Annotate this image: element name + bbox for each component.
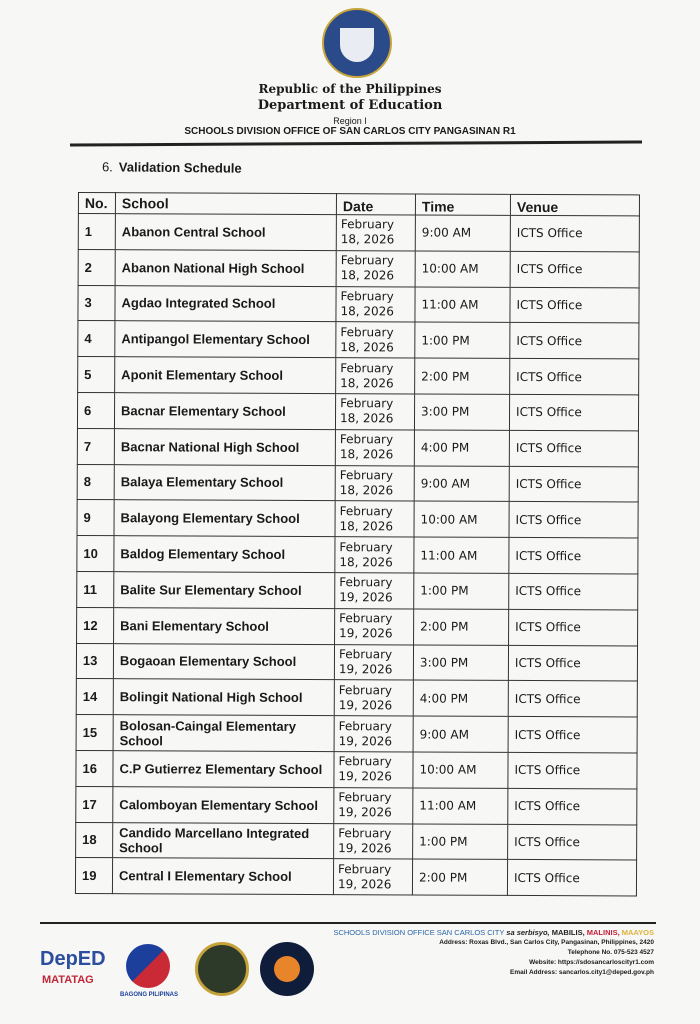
table-row [77,392,638,430]
cell-school: Antipangol Elementary School [115,321,336,358]
cell-time: 3:00 PM [414,394,509,430]
footer-logos [40,940,300,1008]
cell-school: C.P Gutierrez Elementary School [113,751,334,788]
cell-date: February 19, 2026 [335,573,414,609]
cell-time: 1:00 PM [414,573,509,609]
cell-school: Bacnar National High School [114,428,335,465]
bagong-pilipinas-text: BAGONG PILIPINAS [119,992,178,998]
cell-time: 10:00 AM [414,501,509,537]
cell-venue: ICTS Office [509,502,638,538]
cell-time: 9:00 AM [413,716,508,752]
cell-venue: ICTS Office [508,645,637,681]
deped-logo-text: DepED [40,948,106,970]
cell-school: Bacnar Elementary School [114,393,335,430]
cell-time: 2:00 PM [412,859,507,895]
cell-school: Balaya Elementary School [114,464,335,501]
section-title [102,159,242,175]
cell-date: February 18, 2026 [336,215,415,251]
table-row [76,643,637,681]
cell-date: February 18, 2026 [336,250,415,286]
col-header-school: School [115,193,336,215]
cell-time: 10:00 AM [415,251,510,287]
header-department: Department of Education [257,98,443,113]
cell-time: 3:00 PM [413,645,508,681]
cell-date: February 19, 2026 [334,680,413,716]
table-row [77,536,638,574]
col-header-venue: Venue [510,194,639,216]
table-row [76,822,637,860]
cell-no: 10 [77,536,114,572]
cell-venue: ICTS Office [509,538,638,574]
cell-date: February 18, 2026 [336,322,415,358]
table-row [78,285,639,323]
cell-venue: ICTS Office [508,824,637,860]
matatag-seal-logo [260,940,316,996]
table-row [77,428,638,466]
cell-school: Baldog Elementary School [114,536,335,573]
table-row [77,500,638,538]
cell-date: February 18, 2026 [335,537,414,573]
table-row [78,357,639,395]
tag-maayos: MAAYOS [621,928,654,937]
tag-mabilis: MABILIS, [551,928,585,937]
cell-no: 16 [76,750,113,786]
col-header-date: Date [336,194,415,215]
cell-school: Abanon National High School [115,249,336,286]
footer-divider [40,922,656,924]
cell-no: 12 [77,607,114,643]
cell-date: February 18, 2026 [335,465,414,501]
cell-venue: ICTS Office [510,251,639,287]
cell-no: 1 [78,214,115,250]
cell-date: February 19, 2026 [334,823,413,859]
deped-matatag-logo [40,940,106,996]
cell-school: Balayong Elementary School [114,500,335,537]
cell-school: Bolingit National High School [113,679,334,716]
cell-time: 1:00 PM [415,322,510,358]
cell-date: February 19, 2026 [333,859,412,895]
cell-no: 3 [78,285,115,321]
cell-date: February 19, 2026 [334,716,413,752]
cell-time: 9:00 AM [414,466,509,502]
cell-time: 11:00 AM [414,537,509,573]
cell-date: February 18, 2026 [335,394,414,430]
cell-venue: ICTS Office [507,860,636,896]
footer-contact [333,928,654,978]
table-row [78,214,639,252]
cell-time: 4:00 PM [413,680,508,716]
footer-telephone: Telephone No. 075-523 4527 [567,949,654,956]
cell-venue: ICTS Office [509,609,638,645]
validation-schedule-table [75,192,640,897]
table-row [75,858,636,896]
sdo-seal-logo [195,940,251,996]
cell-date: February 19, 2026 [334,787,413,823]
table-row [76,750,637,788]
section-number: 6. [101,159,113,175]
cell-date: February 19, 2026 [335,608,414,644]
cell-no: 14 [76,679,113,715]
cell-school: Candido Marcellano Integrated School [113,822,334,859]
cell-school: Balite Sur Elementary School [114,572,335,609]
cell-school: Abanon Central School [115,214,336,251]
table-row [76,715,637,753]
cell-venue: ICTS Office [509,430,638,466]
cell-no: 15 [76,715,113,751]
cell-time: 9:00 AM [415,215,510,251]
cell-no: 8 [77,464,114,500]
header-divider [70,141,642,147]
cell-no: 6 [77,392,114,428]
deped-seal-icon [322,8,392,78]
table-row [78,321,639,359]
cell-date: February 18, 2026 [336,286,415,322]
cell-school: Bolosan-Caingal Elementary School [113,715,334,752]
header-office: SCHOOLS DIVISION OFFICE OF SAN CARLOS CITY PANGASINAN R1 [184,126,516,137]
cell-date: February 18, 2026 [336,358,415,394]
cell-venue: ICTS Office [510,323,639,359]
cell-time: 1:00 PM [413,824,508,860]
footer-address: Address: Roxas Blvd., San Carlos City, Pangasinan, Philippines, 2420 [439,939,654,946]
footer-tagline [333,928,654,938]
cell-date: February 19, 2026 [334,644,413,680]
section-title-text: Validation Schedule [118,159,242,176]
header-republic: Republic of the Philippines [258,82,442,96]
cell-school: Bogaoan Elementary School [113,643,334,680]
cell-venue: ICTS Office [510,215,639,251]
cell-venue: ICTS Office [510,287,639,323]
cell-venue: ICTS Office [509,573,638,609]
tag-serbisyo: sa serbisyo, [506,928,550,937]
cell-time: 4:00 PM [414,430,509,466]
cell-no: 5 [78,357,115,393]
cell-school: Central I Elementary School [112,858,333,895]
cell-school: Calomboyan Elementary School [113,786,334,823]
header-region: Region I [333,116,367,126]
cell-school: Agdao Integrated School [115,285,336,322]
cell-venue: ICTS Office [509,466,638,502]
cell-venue: ICTS Office [508,752,637,788]
cell-no: 18 [76,822,113,858]
cell-date: February 19, 2026 [334,752,413,788]
cell-venue: ICTS Office [508,788,637,824]
bagong-pilipinas-logo [114,940,184,996]
cell-time: 10:00 AM [413,752,508,788]
cell-venue: ICTS Office [510,359,639,395]
table-row [77,464,638,502]
cell-no: 4 [78,321,115,357]
table-row [76,679,637,717]
table-row [77,571,638,609]
table-row [78,249,639,287]
cell-date: February 18, 2026 [335,429,414,465]
cell-school: Bani Elementary School [114,607,335,644]
matatag-logo-text: MATATAG [42,974,94,986]
cell-venue: ICTS Office [508,681,637,717]
table-row [77,607,638,645]
cell-date: February 18, 2026 [335,501,414,537]
tag-malinis: MALINIS, [586,928,620,937]
cell-time: 2:00 PM [414,609,509,645]
cell-time: 11:00 AM [415,287,510,323]
col-header-time: Time [415,194,510,215]
footer-website[interactable]: Website: https://sdosancarloscityr1.com [529,959,654,966]
cell-school: Aponit Elementary School [115,357,336,394]
cell-no: 7 [77,428,114,464]
cell-time: 2:00 PM [415,358,510,394]
cell-no: 11 [77,571,114,607]
table-header-row [78,193,639,216]
cell-no: 17 [76,786,113,822]
cell-no: 2 [78,249,115,285]
table-row [76,786,637,824]
cell-venue: ICTS Office [509,394,638,430]
cell-no: 9 [77,500,114,536]
col-header-no: No. [78,193,115,214]
cell-no: 13 [76,643,113,679]
cell-venue: ICTS Office [508,717,637,753]
cell-no: 19 [75,858,112,894]
cell-time: 11:00 AM [413,788,508,824]
footer-email[interactable]: Email Address: sancarlos.city1@deped.gov.ph [510,969,654,976]
footer-office: SCHOOLS DIVISION OFFICE SAN CARLOS CITY [333,928,505,937]
